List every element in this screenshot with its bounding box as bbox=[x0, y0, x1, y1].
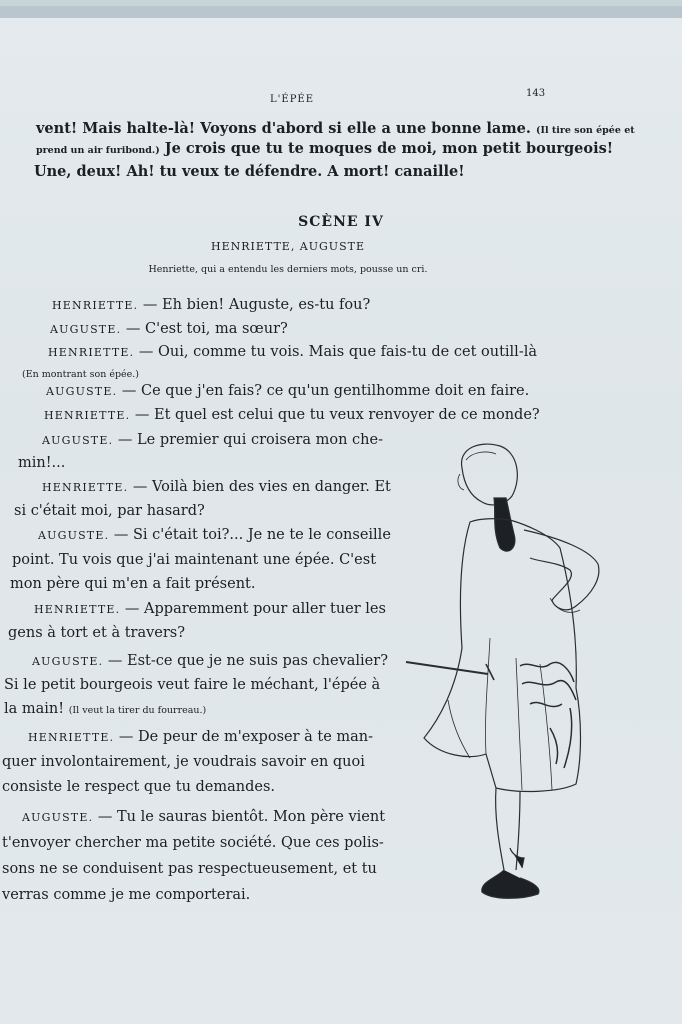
dialogue-line: AUGUSTE. — C'est toi, ma sœur? bbox=[50, 321, 288, 337]
dialogue-line: t'envoyer chercher ma petite société. Que ces polis- bbox=[2, 835, 384, 851]
dialogue-line: la main! (Il veut la tirer du fourreau.) bbox=[4, 701, 207, 717]
running-title: L'ÉPÉE bbox=[270, 94, 315, 105]
dialogue-line: gens à tort et à travers? bbox=[8, 625, 186, 641]
speaker-name: AUGUSTE. bbox=[32, 655, 104, 668]
speaker-name: AUGUSTE. bbox=[50, 323, 122, 336]
speaker-name: HENRIETTE. bbox=[34, 603, 121, 616]
speaker-name: HENRIETTE. bbox=[28, 731, 115, 744]
dialogue-line: HENRIETTE. — Eh bien! Auguste, es-tu fou? bbox=[52, 297, 371, 313]
dialogue-line: AUGUSTE. — Est-ce que je ne suis pas chevalier? bbox=[32, 653, 388, 669]
dialogue-line: consiste le respect que tu demandes. bbox=[2, 779, 276, 795]
dialogue-line: quer involontairement, je voudrais savoir en quoi bbox=[2, 754, 365, 770]
speaker-name: HENRIETTE. bbox=[52, 299, 139, 312]
speaker-name: AUGUSTE. bbox=[42, 434, 114, 447]
boy-with-sword-illustration bbox=[400, 438, 610, 918]
dialogue-line: si c'était moi, par hasard? bbox=[14, 503, 205, 519]
dialogue-line: HENRIETTE. — De peur de m'exposer à te man- bbox=[28, 729, 374, 745]
speaker-name: AUGUSTE. bbox=[46, 385, 118, 398]
dialogue-line: HENRIETTE. — Et quel est celui que tu veux renvoyer de ce monde? bbox=[44, 407, 540, 423]
page-number: 143 bbox=[526, 88, 546, 99]
speaker-name: HENRIETTE. bbox=[42, 481, 129, 494]
dialogue-line: AUGUSTE. — Si c'était toi?... Je ne te le conseille bbox=[38, 527, 391, 543]
dialogue-line: min!... bbox=[18, 455, 66, 471]
dialogue-line: HENRIETTE. — Oui, comme tu vois. Mais que fais-tu de cet outill-là bbox=[48, 344, 537, 360]
speaker-name: AUGUSTE. bbox=[22, 811, 94, 824]
page-top-edge bbox=[0, 6, 682, 18]
scene-characters: HENRIETTE, AUGUSTE bbox=[211, 240, 365, 253]
dialogue-line: sons ne se conduisent pas respectueusement, et tu bbox=[2, 861, 377, 877]
book-page bbox=[0, 6, 682, 1024]
speaker-name: HENRIETTE. bbox=[48, 346, 135, 359]
dialogue-line: AUGUSTE. — Ce que j'en fais? ce qu'un gentilhomme doit en faire. bbox=[46, 383, 530, 399]
speaker-name: HENRIETTE. bbox=[44, 409, 131, 422]
text-line: Une, deux! Ah! tu veux te défendre. A mort! canaille! bbox=[34, 163, 465, 180]
dialogue-line: Si le petit bourgeois veut faire le méchant, l'épée à bbox=[4, 677, 381, 693]
dialogue-line: HENRIETTE. — Apparemment pour aller tuer les bbox=[34, 601, 386, 617]
dialogue-line: AUGUSTE. — Le premier qui croisera mon che- bbox=[42, 432, 383, 448]
stage-direction: Henriette, qui a entendu les derniers mots, pousse un cri. bbox=[148, 264, 428, 275]
dialogue-line: AUGUSTE. — Tu le sauras bientôt. Mon père vient bbox=[22, 809, 386, 825]
text-line: prend un air furibond.) Je crois que tu te moques de moi, mon petit bourgeois! bbox=[36, 140, 614, 157]
dialogue-line: mon père qui m'en a fait présent. bbox=[10, 576, 256, 592]
dialogue-line: verras comme je me comporterai. bbox=[2, 887, 251, 903]
dialogue-line: HENRIETTE. — Voilà bien des vies en danger. Et bbox=[42, 479, 391, 495]
text-line: vent! Mais halte-là! Voyons d'abord si elle a une bonne lame. (Il tire son épée et bbox=[36, 120, 635, 137]
stage-direction: (En montrant son épée.) bbox=[22, 369, 140, 380]
speaker-name: AUGUSTE. bbox=[38, 529, 110, 542]
dialogue-line: point. Tu vois que j'ai maintenant une épée. C'est bbox=[12, 552, 377, 568]
scene-title: SCÈNE IV bbox=[298, 214, 384, 230]
